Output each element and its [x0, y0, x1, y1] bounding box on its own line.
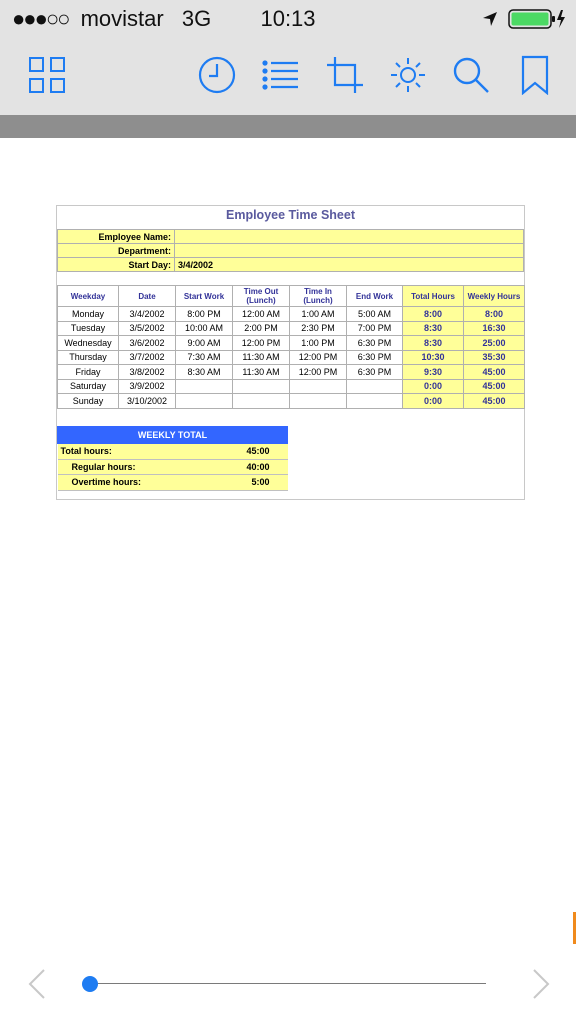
table-cell: [347, 394, 403, 409]
table-cell: 35:30: [464, 350, 525, 365]
grid-icon[interactable]: [26, 54, 68, 96]
table-cell: 1:00 PM: [290, 336, 347, 351]
overtime-hours-label: Overtime hours:: [58, 475, 210, 491]
table-row: [58, 307, 525, 322]
bookmark-icon[interactable]: [514, 54, 556, 96]
table-cell: 8:30 AM: [176, 365, 233, 380]
column-header: Weekday: [58, 286, 119, 307]
network-type: 3G: [181, 6, 212, 31]
table-cell: Thursday: [58, 350, 119, 365]
table-cell: 8:00 PM: [176, 307, 233, 322]
column-header: Date: [119, 286, 176, 307]
table-cell: 3/5/2002: [119, 321, 176, 336]
weekly-total-table: [57, 426, 288, 491]
page-slider-track[interactable]: [90, 983, 486, 984]
table-cell: 1:00 AM: [290, 307, 347, 322]
table-cell: 10:30: [403, 350, 464, 365]
sheet-title: Employee Time Sheet: [226, 208, 355, 222]
regular-hours-label: Regular hours:: [58, 459, 210, 475]
table-row: [58, 365, 525, 380]
page-header-divider: [0, 115, 576, 138]
table-cell: 6:30 PM: [347, 350, 403, 365]
department-value: [175, 244, 524, 258]
table-cell: 3/6/2002: [119, 336, 176, 351]
table-cell: 5:00 AM: [347, 307, 403, 322]
previous-page-chevron-icon[interactable]: [26, 968, 50, 1000]
table-cell: [347, 379, 403, 394]
table-cell: 8:00: [403, 307, 464, 322]
page-slider-thumb[interactable]: [82, 976, 98, 992]
signal-strength-icon: ●●●○○: [12, 6, 69, 31]
table-cell: 12:00 PM: [290, 350, 347, 365]
column-header: Time In (Lunch): [290, 286, 347, 307]
table-cell: 9:00 AM: [176, 336, 233, 351]
total-hours-label: Total hours:: [58, 444, 210, 460]
table-cell: 2:00 PM: [233, 321, 290, 336]
table-cell: 3/4/2002: [119, 307, 176, 322]
table-cell: Saturday: [58, 379, 119, 394]
table-cell: 8:00: [464, 307, 525, 322]
table-cell: 12:00 AM: [233, 307, 290, 322]
column-header: Start Work: [176, 286, 233, 307]
table-cell: Sunday: [58, 394, 119, 409]
crop-icon[interactable]: [324, 54, 366, 96]
table-cell: 8:30: [403, 321, 464, 336]
table-cell: [290, 379, 347, 394]
table-cell: 3/7/2002: [119, 350, 176, 365]
employee-name-label: Employee Name:: [58, 230, 175, 244]
clock: 10:13: [260, 6, 316, 31]
column-header: Time Out (Lunch): [233, 286, 290, 307]
table-cell: [176, 394, 233, 409]
regular-hours-value: 40:00: [210, 459, 288, 475]
table-cell: 0:00: [403, 394, 464, 409]
next-page-chevron-icon[interactable]: [528, 968, 552, 1000]
table-cell: Monday: [58, 307, 119, 322]
page-navigation-bar: [0, 960, 576, 1024]
department-label: Department:: [58, 244, 175, 258]
table-row: [58, 336, 525, 351]
start-day-value: 3/4/2002: [175, 258, 524, 272]
table-cell: 7:00 PM: [347, 321, 403, 336]
table-cell: 12:00 PM: [233, 336, 290, 351]
timesheet-header-row: [58, 286, 525, 307]
table-cell: 7:30 AM: [176, 350, 233, 365]
table-cell: 45:00: [464, 394, 525, 409]
table-cell: 11:30 AM: [233, 350, 290, 365]
table-cell: 45:00: [464, 379, 525, 394]
table-cell: 16:30: [464, 321, 525, 336]
column-header: Weekly Hours: [464, 286, 525, 307]
table-cell: 3/10/2002: [119, 394, 176, 409]
table-row: [58, 350, 525, 365]
table-cell: [290, 394, 347, 409]
employee-info-table: [57, 229, 524, 272]
table-row: [58, 379, 525, 394]
table-cell: 6:30 PM: [347, 336, 403, 351]
table-cell: [233, 379, 290, 394]
weekly-total-header: WEEKLY TOTAL: [58, 427, 288, 444]
history-clock-icon[interactable]: [196, 54, 238, 96]
column-header: Total Hours: [403, 286, 464, 307]
table-cell: 9:30: [403, 365, 464, 380]
total-hours-value: 45:00: [210, 444, 288, 460]
location-arrow-icon: [482, 11, 498, 27]
column-header: End Work: [347, 286, 403, 307]
battery-icon: [508, 8, 566, 30]
table-cell: 3/9/2002: [119, 379, 176, 394]
list-icon[interactable]: [260, 54, 302, 96]
table-cell: 11:30 AM: [233, 365, 290, 380]
start-day-label: Start Day:: [58, 258, 175, 272]
brightness-icon[interactable]: [387, 54, 429, 96]
table-cell: 12:00 PM: [290, 365, 347, 380]
table-cell: 2:30 PM: [290, 321, 347, 336]
table-cell: 8:30: [403, 336, 464, 351]
table-cell: 10:00 AM: [176, 321, 233, 336]
overtime-hours-value: 5:00: [210, 475, 288, 491]
table-cell: 3/8/2002: [119, 365, 176, 380]
table-cell: Friday: [58, 365, 119, 380]
table-cell: 45:00: [464, 365, 525, 380]
table-cell: 0:00: [403, 379, 464, 394]
search-icon[interactable]: [450, 54, 492, 96]
timesheet-table: [57, 285, 525, 409]
table-cell: [233, 394, 290, 409]
table-cell: 6:30 PM: [347, 365, 403, 380]
employee-name-value: [175, 230, 524, 244]
table-cell: 25:00: [464, 336, 525, 351]
reader-toolbar: [0, 40, 576, 115]
table-cell: Tuesday: [58, 321, 119, 336]
status-right: [482, 8, 566, 30]
table-row: [58, 321, 525, 336]
status-bar: [0, 0, 576, 40]
carrier-name: movistar: [80, 6, 164, 31]
table-row: [58, 394, 525, 409]
table-cell: Wednesday: [58, 336, 119, 351]
spreadsheet-page: [56, 205, 525, 500]
table-cell: [176, 379, 233, 394]
